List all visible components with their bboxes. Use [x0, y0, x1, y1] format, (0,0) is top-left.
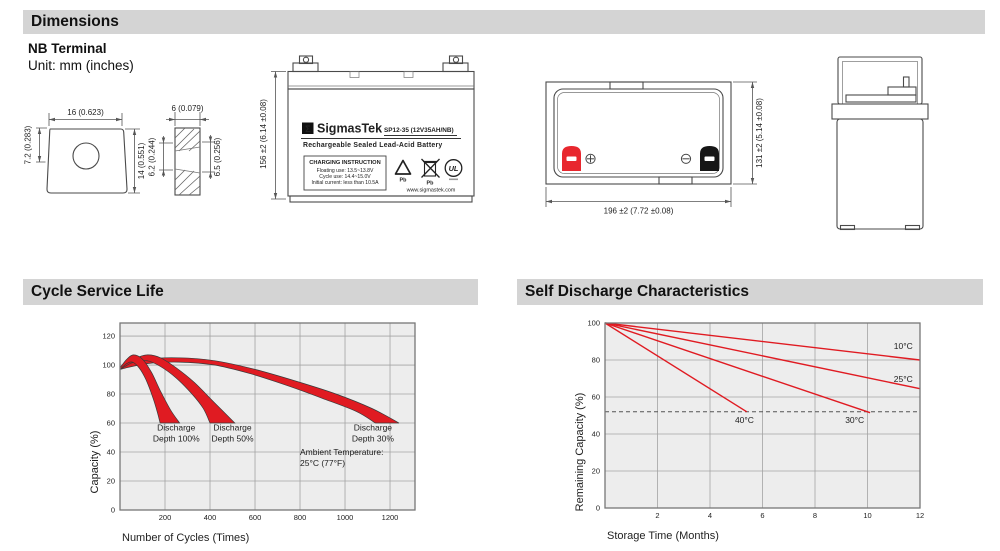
y-tick-label: 20: [106, 476, 115, 486]
x-tick-label: 400: [203, 513, 217, 522]
x-tick-label: 200: [158, 513, 172, 522]
series-label: 30°C: [845, 414, 865, 425]
x-tick-label: 6: [760, 511, 765, 520]
battery-type-line: Rechargeable Sealed Lead-Acid Battery: [303, 142, 443, 149]
plus-polarity-icon: [586, 154, 595, 163]
charging-line-3: Initial current: less than 10.5A: [311, 180, 379, 186]
x-tick-label: 1200: [381, 513, 399, 522]
y-tick-label: 20: [591, 466, 600, 476]
terminal-front-drawing: [24, 108, 147, 193]
cycle-section-header: [23, 279, 478, 305]
dim-terminal-inner-height: 6.2 (0.244): [147, 137, 157, 177]
chart-annotation: Discharge Depth 50%: [211, 422, 254, 444]
recycle-pb-icon: [396, 161, 411, 184]
x-tick-label: 8: [812, 511, 818, 520]
chart-annotation: Discharge Depth 100%: [152, 422, 200, 444]
ul-mark-icon: [445, 160, 462, 180]
y-tick-label: 80: [591, 355, 600, 365]
x-tick-label: 4: [707, 511, 713, 520]
x-tick-label: 12: [915, 511, 925, 520]
model-number: SP12-35 (12V35AH/NB): [384, 127, 454, 134]
terminal-type-label: NB Terminal: [28, 41, 107, 56]
cycle-title: Cycle Service Life: [31, 283, 164, 300]
charging-line-1: Floating use: 13.5~13.8V: [316, 168, 374, 174]
series-label: 10°C: [893, 340, 913, 351]
y-tick-label: 0: [595, 503, 600, 513]
y-tick-label: 40: [106, 447, 115, 457]
x-axis-title: Number of Cycles (Times): [122, 532, 250, 544]
battery-top-drawing: [546, 82, 764, 216]
y-tick-label: 60: [591, 392, 600, 402]
battery-side-drawing: [832, 57, 928, 230]
self-discharge-section-header: [517, 279, 983, 305]
dim-terminal-height: 14 (0.551): [137, 142, 146, 180]
dim-terminal-side-width: 6 (0.079): [171, 104, 204, 113]
dim-battery-depth: 131 ±2 (5.14 ±0.08): [755, 98, 764, 168]
unit-note: Unit: mm (inches): [28, 58, 134, 73]
crossed-bin-pb-icon: [422, 159, 440, 187]
x-tick-label: 600: [248, 513, 262, 522]
self-discharge-chart: [555, 315, 975, 551]
y-tick-label: 0: [110, 505, 115, 515]
battery-front-drawing: [259, 56, 474, 202]
y-tick-label: 40: [591, 429, 600, 439]
dim-battery-width: 196 ±2 (7.72 ±0.08): [603, 206, 674, 216]
y-tick-label: 100: [102, 360, 115, 370]
y-axis-title: Capacity (%): [89, 430, 101, 494]
svg-text:Pb: Pb: [426, 180, 434, 187]
dim-terminal-upper-height: 7.2 (0.283): [23, 125, 33, 165]
series-label: 25°C: [893, 374, 913, 385]
dim-terminal-outer-height: 6.5 (0.256): [213, 137, 222, 177]
x-axis-title: Storage Time (Months): [607, 530, 719, 542]
x-tick-label: 800: [293, 513, 307, 522]
charging-title: CHARGING INSTRUCTION: [309, 160, 381, 166]
cycle-service-life-chart: [80, 315, 460, 551]
dimension-drawings: [0, 0, 1000, 260]
self-discharge-title: Self Discharge Characteristics: [525, 283, 749, 300]
chart-annotation: Discharge Depth 30%: [351, 422, 394, 444]
website: www.sigmastek.com: [406, 187, 456, 194]
dimensions-title: Dimensions: [31, 13, 119, 30]
y-axis-title: Remaining Capacity (%): [574, 392, 586, 512]
y-tick-label: 100: [587, 318, 600, 328]
svg-text:UL: UL: [448, 164, 459, 173]
y-tick-label: 120: [102, 331, 115, 341]
y-tick-label: 80: [106, 389, 115, 399]
series-label: 40°C: [734, 414, 754, 425]
dim-terminal-width: 16 (0.623): [67, 108, 104, 117]
x-tick-label: 2: [655, 511, 660, 520]
battery-label: [301, 122, 462, 194]
y-tick-label: 60: [106, 418, 115, 428]
brand-name: SigmasTek: [317, 121, 383, 136]
svg-text:Pb: Pb: [399, 177, 407, 184]
x-tick-label: 10: [863, 511, 872, 520]
chart-annotation: Ambient Temperature: 25°C (77°F): [300, 446, 384, 468]
minus-polarity-icon: [681, 154, 690, 163]
dim-battery-height: 156 ±2 (6.14 ±0.08): [259, 99, 268, 169]
terminal-side-drawing: [148, 104, 223, 195]
x-tick-label: 1000: [336, 513, 354, 522]
sigma-glyph: Σ: [305, 123, 311, 134]
charging-line-2: Cycle use: 14.4~15.0V: [319, 174, 371, 180]
